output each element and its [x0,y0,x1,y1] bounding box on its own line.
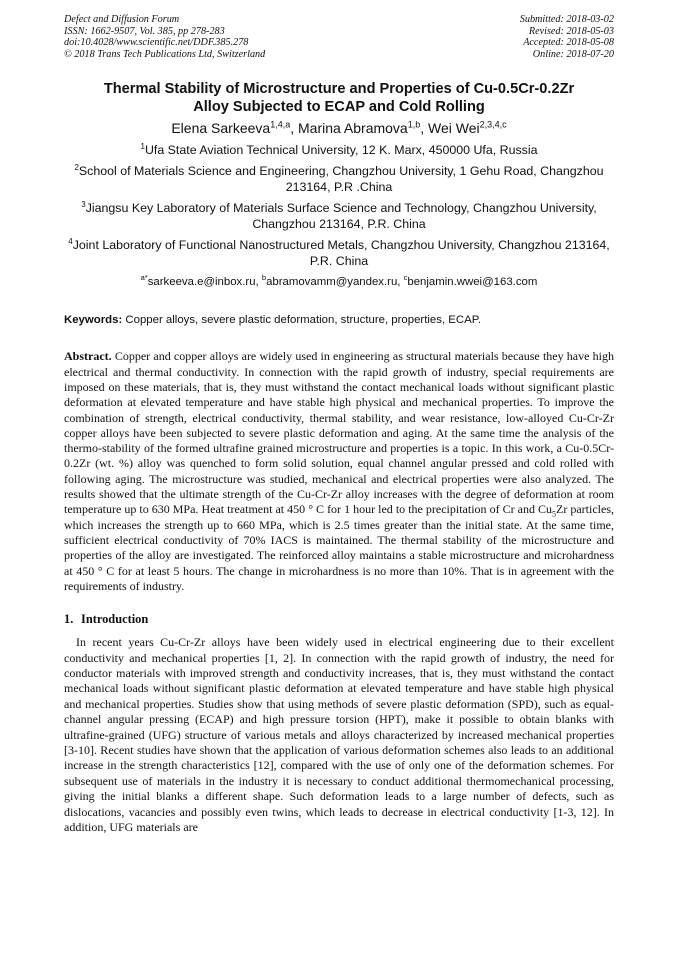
email-mark: c [403,273,408,283]
author-name: Elena Sarkeeva [171,120,271,137]
abstract-label: Abstract. [64,349,112,364]
email-mark: a* [140,273,148,283]
keywords-label: Keywords: [64,314,123,327]
keywords-text: Copper alloys, severe plastic deformation, structure, properties, ECAP. [122,314,481,327]
abstract-text-part-2: Zr particles, which increases the strength up to 660 MPa, which is 2.5 times greater than the initial state. At the same time, sufficient electrical conductivity of 70% IACS is maintained. The thermal stability of the microstructure and properties of the alloy are investigated. The reinforced alloy maintains a stable microstructure and microhardness at 450 ° C for at least 5 hours. The change in microhardness is no more than 10%. That is in agreement with the requirements of industry. [64,502,614,593]
email-address[interactable]: abramovamm@yandex.ru [266,276,398,289]
author-separator: , [290,120,298,137]
affiliation-mark: 2 [74,163,79,173]
email-mark: b [261,273,267,283]
email-address[interactable]: sarkeeva.e@inbox.ru [147,276,256,289]
affiliation-text: Jiangsu Key Laboratory of Materials Surface Science and Technology, Changzhou University, Changzhou 213164, P.R. China [85,201,597,232]
submitted-date: Submitted: 2018-03-02 [519,14,614,25]
issn-line: ISSN: 1662-9507, Vol. 385, pp 278-283 [64,25,225,37]
doi-line: doi:10.4028/www.scientific.net/DDF.385.278 [64,37,249,49]
keywords [64,313,614,327]
affiliation-3 [64,200,614,232]
title-line-2: Alloy Subjected to ECAP and Cold Rolling [193,99,485,116]
section-number: 1. [64,612,74,627]
author-separator: , [420,120,429,137]
email-address[interactable]: benjamin.wwei@163.com [407,276,538,289]
section-heading-introduction [64,612,614,627]
accepted-date: Accepted: 2018-05-08 [523,37,614,49]
affiliation-text: School of Materials Science and Engineering, Changzhou University, 1 Gehu Road, Changzhou 213164, P.R .China [78,164,604,195]
affiliation-text: Joint Laboratory of Functional Nanostructured Metals, Changzhou University, Changzhou 213164, P.R. China [72,238,610,269]
abstract [64,349,614,594]
journal-info [64,14,265,60]
author-affiliation-marks: 2,3,4,c [479,119,507,130]
abstract-text-part-1: Copper and copper alloys are widely used in engineering as structural materials because they have high electrical and thermal conductivity. In connection with the rapid growth of industry, special requirements are imposed on these materials, that is, they must withstand the contact mechanical loads without significant plastic deformation at elevated temperature and have stable high physical and mechanical properties. To improve the combination of strength, electrical conductivity, thermal stability, and wear resistance, low-alloyed Cu-Cr-Zr copper alloys have been subjected to severe plastic deformation and aging. At the same time the analysis of the thermo-stability of the formed ultrafine grained microstructure and properties is a topic. In this work, a Cu-0.5Cr-0.2Zr (wt. %) alloy was quenched to form solid solution, equal channel angular pressed and cold rolled with following aging. The microstructure was studied, mechanical and electrical properties were also analyzed. The results showed that the ultimate strength of the Cu-Cr-Zr alloy increases with the degree of deformation at room temperature up to 630 MPa. Heat treatment at 450 ° C for 1 hour led to the precipitation of Cr and Cu [64,349,614,517]
title-line-1: Thermal Stability of Microstructure and Properties of Cu-0.5Cr-0.2Zr [103,81,575,98]
publication-header [64,14,614,60]
submission-dates [520,14,614,60]
journal-name: Defect and Diffusion Forum [64,14,180,25]
section-title: Introduction [81,612,149,627]
affiliation-2 [64,163,614,195]
affiliation-mark: 4 [68,237,73,247]
author-affiliation-marks: 1,b [407,119,421,130]
affiliation-text: Ufa State Aviation Technical University, 12 K. Marx, 450000 Ufa, Russia [144,143,538,158]
email-separator: , [255,276,262,289]
affiliation-1 [64,142,614,158]
affiliation-mark: 1 [140,142,145,152]
email-separator: , [397,276,404,289]
affiliation-4 [64,237,614,269]
author-name: Wei Wei [428,120,480,137]
author-affiliation-marks: 1,4,a [270,119,291,130]
author-list [64,119,614,137]
author-name: Marina Abramova [298,120,408,137]
revised-date: Revised: 2018-05-03 [528,25,614,37]
introduction-paragraph: In recent years Cu-Cr-Zr alloys have been widely used in electrical engineering due to their excellent conductivity and mechanical properties [1, 2]. In connection with the rapid growth of industry, the need for conductor materials with improved strength and conductivity increases, that is, they must withstand the contact mechanical loads without significant plastic deformation at elevated temperature and have stable high physical and mechanical properties. Studies show that using methods of severe plastic deformation (SPD), such as equal-channel angular pressing (ECAP) and high pressure torsion (HPT), make it possible to obtain blanks with ultrafine-grained (UFG) structure of various metals and alloys characterized by increased mechanical properties [3-10]. Recent studies have shown that the application of various deformation schemes also leads to an additional increase in the strength characteristics [12], compared with the use of only one of the deformation schemes. For subsequent use of materials in the industry it is necessary to conduct additional thermomechanical processing, giving the initial blanks a different shape. Such deformation leads to a large number of defects, such as dislocations, vacancies and possibly even twins, which leads to decrease in electrical conductivity [1-3, 12]. In addition, UFG materials are [64,635,614,834]
paper-title [64,80,614,116]
abstract-subscript: 5 [551,509,556,519]
email-list [64,275,614,289]
online-date: Online: 2018-07-20 [532,48,614,60]
affiliation-mark: 3 [81,200,86,210]
copyright-line: © 2018 Trans Tech Publications Ltd, Switzerland [64,48,266,60]
